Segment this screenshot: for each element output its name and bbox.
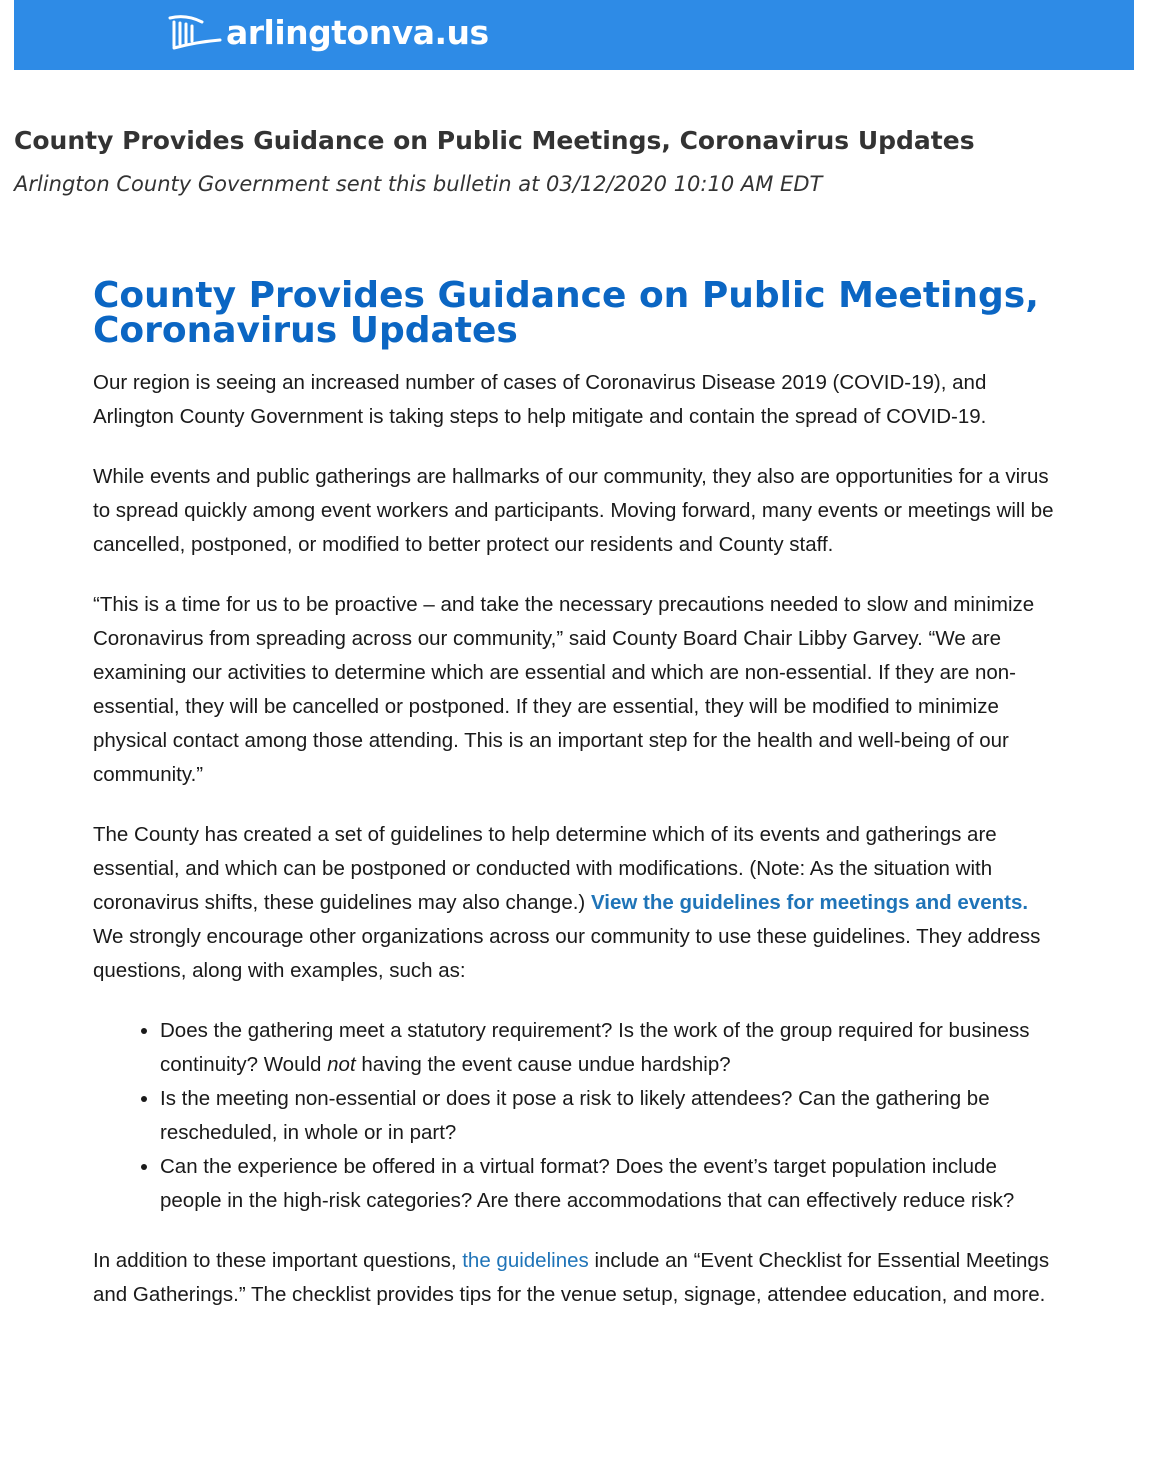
logo-text: arlingtonva.us: [226, 12, 489, 52]
bulletin-sent-line: Arlington County Government sent this bulletin at 03/12/2020 10:10 AM EDT: [14, 172, 823, 196]
the-guidelines-link[interactable]: the guidelines: [462, 1249, 589, 1272]
guidelines-link[interactable]: View the guidelines for meetings and events.: [590, 891, 1029, 914]
header-banner: [14, 0, 1134, 70]
paragraph: Our region is seeing an increased number of cases of Coronavirus Disease 2019 (COVID-19), and Arlington County Government is taking steps to help mitigate and contain the spread of COVID-19.: [93, 371, 987, 428]
text: include an “Event Checklist for Essential Meetings and Gatherings.” The checklist provides tips for the venue setup, signage, attendee education, and more.: [93, 1249, 1050, 1306]
article-body: [93, 275, 1058, 1338]
text: having the event cause undue hardship?: [355, 1053, 731, 1076]
text: The County has created a set of guidelines to help determine which of its events and gatherings are essential, and which can be postponed or conducted with modifications. (Note: As the situation with coronavirus shifts, these guidelines may also change.): [93, 823, 997, 914]
text: Does the gathering meet a statutory requirement? Is the work of the group required for business continuity? Would: [160, 1019, 1030, 1076]
site-logo[interactable]: [166, 10, 489, 54]
bulletin-title: County Provides Guidance on Public Meetings, Coronavirus Updates: [14, 126, 975, 155]
paragraph: While events and public gatherings are hallmarks of our community, they also are opportunities for a virus to spread quickly among event workers and participants. Moving forward, many events or meetings will be cancelled, postponed, or modified to better protect our residents and County staff.: [93, 465, 1054, 556]
list-item: • Is the meeting non-essential or does it pose a risk to likely attendees? Can the gathering be rescheduled, in whole or in part?: [160, 1082, 1058, 1150]
article-heading: County Provides Guidance on Public Meetings, Coronavirus Updates: [93, 275, 1039, 351]
emphasis: not: [327, 1053, 356, 1076]
text: We strongly encourage other organizations across our community to use these guidelines. They address questions, along with examples, such as:: [93, 925, 1041, 982]
questions-list: [93, 1014, 1058, 1218]
text: In addition to these important questions,: [93, 1249, 463, 1272]
columns-logo-icon: [166, 10, 222, 54]
paragraph: [93, 1244, 1058, 1312]
list-item: • Can the experience be offered in a virtual format? Does the event’s target population include people in the high-risk categories? Are there accommodations that can effectively reduce risk?: [160, 1150, 1058, 1218]
paragraph: “This is a time for us to be proactive – and take the necessary precautions needed to slow and minimize Coronavirus from spreading across our community,” said County Board Chair Libby Garvey. “We are examining our activities to determine which are essential and which are non-essential. If they are non-essential, they will be cancelled or postponed. If they are essential, they will be modified to minimize physical contact among those attending. This is an important step for the health and well-being of our community.”: [93, 593, 1035, 786]
paragraph: [93, 818, 1058, 988]
list-item: [160, 1014, 1058, 1082]
